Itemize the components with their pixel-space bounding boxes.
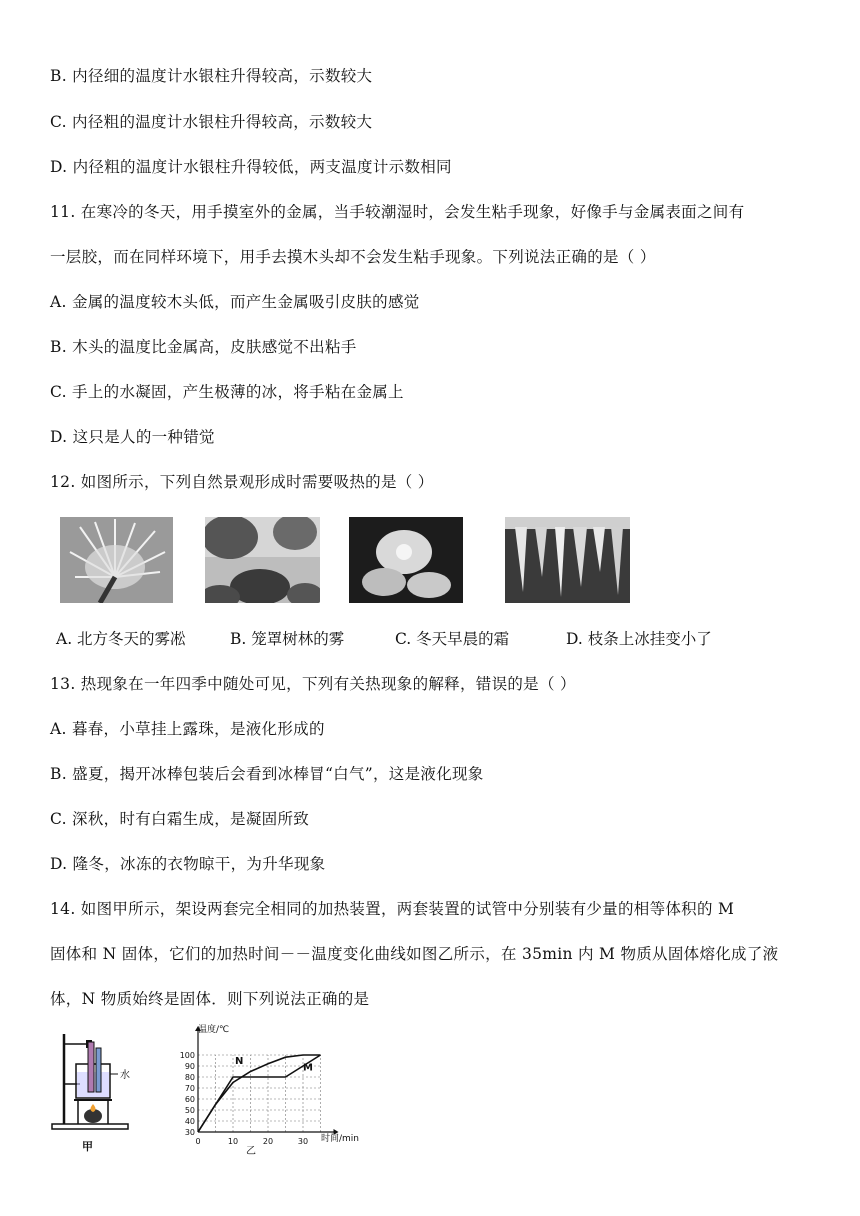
chart-series [198,1055,321,1132]
q11-option-d: D. 这只是人的一种错觉 [50,428,215,446]
heating-apparatus-figure [42,1026,152,1156]
q10-option-d: D. 内径粗的温度计水银柱升得较低，两支温度计示数相同 [50,158,452,176]
y-tick-label: 40 [184,1117,195,1126]
y-tick-label: 100 [179,1051,195,1060]
temperature-time-chart [178,1022,378,1157]
q11-option-b: B. 木头的温度比金属高，皮肤感觉不出粘手 [50,338,357,356]
q12-stem: 12. 如图所示，下列自然景观形成时需要吸热的是（ ） [50,473,434,491]
q11-option-c: C. 手上的水凝固，产生极薄的冰，将手粘在金属上 [50,383,404,401]
y-tick-label: 50 [184,1106,195,1115]
q14-stem-line2: 固体和 N 固体，它们的加热时间－－温度变化曲线如图乙所示，在 35min 内 M 物质从固体熔化成了液 [50,945,779,963]
q12-option-b: B. 笼罩树林的雾 [230,630,345,648]
x-tick-label: 10 [227,1137,239,1146]
figure-jia-caption: 甲 [82,1140,93,1153]
chart-xlabel: 时间/min [321,1134,360,1144]
chart-ylabel: 温度/℃ [198,1025,230,1035]
y-tick-label: 30 [184,1128,195,1137]
q12-option-c: C. 冬天早晨的霜 [395,630,510,648]
q13-option-b: B. 盛夏，揭开冰棒包装后会看到冰棒冒“白气”，这是液化现象 [50,765,484,783]
q13-stem: 13. 热现象在一年四季中随处可见，下列有关热现象的解释，错误的是（ ） [50,675,576,693]
q13-option-a: A. 暮春，小草挂上露珠，是液化形成的 [50,720,325,738]
icicle-photo [505,517,630,603]
x-tick-label: 30 [297,1137,309,1146]
series-label-M: M [303,1062,313,1074]
q10-option-b: B. 内径细的温度计水银柱升得较高，示数较大 [50,67,373,85]
q12-option-a: A. 北方冬天的雾凇 [56,630,186,648]
q10-option-c: C. 内径粗的温度计水银柱升得较高，示数较大 [50,113,373,131]
q11-stem-line2: 一层胶，而在同样环境下，用手去摸木头却不会发生粘手现象。下列说法正确的是（ ） [50,248,656,266]
q14-stem-line3: 体，N 物质始终是固体．则下列说法正确的是 [50,990,370,1008]
q12-option-d: D. 枝条上冰挂变小了 [566,630,712,648]
q11-stem-line1: 11. 在寒冷的冬天，用手摸室外的金属，当手较潮湿时，会发生粘手现象，好像手与金属表面之间有 [50,203,745,221]
chart-axes [195,1026,339,1135]
chart-caption: 乙 [246,1146,256,1157]
q13-option-d: D. 隆冬，冰冻的衣物晾干，为升华现象 [50,855,326,873]
frost-photo [349,517,463,603]
x-tick-label: 20 [262,1137,274,1146]
q13-option-c: C. 深秋，时有白霜生成，是凝固所致 [50,810,310,828]
water-label: 水 [120,1070,130,1081]
q11-option-a: A. 金属的温度较木头低，而产生金属吸引皮肤的感觉 [50,293,420,311]
x-tick-label: 0 [195,1137,201,1146]
q14-stem-line1: 14. 如图甲所示，架设两套完全相同的加热装置，两套装置的试管中分别装有少量的相等体积的 M [50,900,735,918]
y-tick-label: 90 [184,1062,195,1071]
y-tick-label: 80 [184,1073,195,1082]
series-label-N: N [235,1055,244,1067]
y-tick-label: 70 [184,1084,195,1093]
rime-photo [60,517,173,603]
fog-photo [205,517,320,603]
y-tick-label: 60 [184,1095,195,1104]
